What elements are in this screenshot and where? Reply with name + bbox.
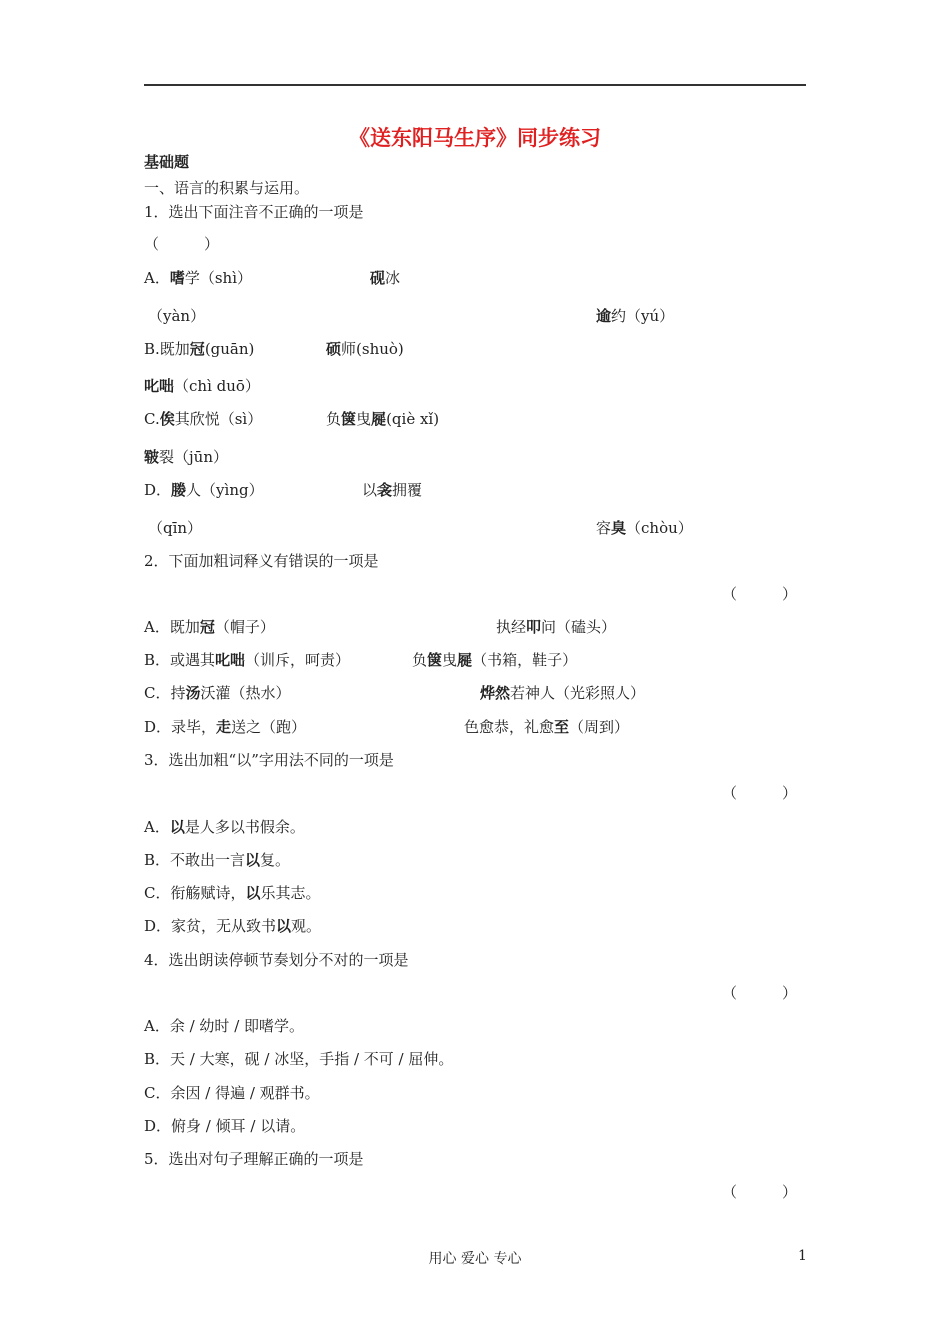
- q1-option-b3: 叱咄（chì duō）: [144, 377, 260, 395]
- header-rule: [144, 84, 806, 86]
- q1-option-b1: B.既加冠(guān): [144, 340, 255, 358]
- q1-answer-paren: （ ）: [144, 235, 220, 253]
- q2-option-b1: B．或遇其叱咄（训斥，呵责）: [144, 651, 351, 669]
- q4-option-d: D．俯身 / 倾耳 / 以请。: [144, 1117, 306, 1135]
- q2-option-c1: C．持汤沃灌（热水）: [144, 684, 291, 702]
- q2-option-a1: A．既加冠（帽子）: [144, 618, 275, 636]
- q2-option-d1: D．录毕，走送之（跑）: [144, 718, 307, 736]
- q1-option-d3: （qīn）: [148, 519, 203, 537]
- q1-option-a1: A．嗜学（shì）: [144, 269, 253, 287]
- part-heading: 一、语言的积累与运用。: [144, 179, 310, 197]
- q4-option-c: C．余因 / 得遍 / 观群书。: [144, 1084, 320, 1102]
- section-heading: 基础题: [144, 153, 190, 171]
- q1-option-a4: 逾约（yú）: [596, 307, 675, 325]
- q1-option-d2: 以衾拥覆: [362, 481, 423, 499]
- q1-option-b2: 硕师(shuò): [326, 340, 404, 358]
- q5-answer-paren: （ ）: [722, 1183, 798, 1201]
- q3-stem: 3．选出加粗“以”字用法不同的一项是: [144, 751, 394, 769]
- q5-stem: 5．选出对句子理解正确的一项是: [144, 1150, 364, 1168]
- q2-answer-paren: （ ）: [722, 585, 798, 603]
- q1-option-c2: 负箧曳屣(qiè xǐ): [326, 410, 440, 428]
- q2-option-a2: 执经叩问（磕头）: [496, 618, 617, 636]
- q3-option-a: A．以是人多以书假余。: [144, 818, 305, 836]
- q3-answer-paren: （ ）: [722, 784, 798, 802]
- q3-option-d: D．家贫，无从致书以观。: [144, 917, 322, 935]
- q3-option-b: B．不敢出一言以复。: [144, 851, 291, 869]
- q4-option-a: A．余 / 幼时 / 即嗜学。: [144, 1017, 305, 1035]
- q2-option-d2: 色愈恭，礼愈至（周到）: [464, 718, 630, 736]
- q4-option-b: B．天 / 大寒，砚 / 冰坚，手指 / 不可 / 屈伸。: [144, 1050, 454, 1068]
- q4-stem: 4．选出朗读停顿节奏划分不对的一项是: [144, 951, 409, 969]
- q2-option-b2: 负箧曳屣（书箱，鞋子）: [412, 651, 578, 669]
- q4-answer-paren: （ ）: [722, 984, 798, 1002]
- q1-option-d1: D．媵人（yìng）: [144, 481, 264, 499]
- q1-stem: 1．选出下面注音不正确的一项是: [144, 203, 364, 221]
- q1-option-a3: （yàn）: [148, 307, 206, 325]
- q1-option-c1: C.俟其欣悦（sì）: [144, 410, 263, 428]
- q3-option-c: C．衔觞赋诗，以乐其志。: [144, 884, 321, 902]
- page-number: 1: [798, 1248, 807, 1264]
- q2-option-c2: 烨然若神人（光彩照人）: [480, 684, 646, 702]
- q1-option-c3: 皲裂（jūn）: [144, 448, 228, 466]
- page-footer: 用心 爱心 专心: [428, 1251, 522, 1267]
- document-title: 《送东阳马生序》同步练习: [349, 126, 601, 150]
- q1-option-d4: 容臭（chòu）: [596, 519, 693, 537]
- q2-stem: 2．下面加粗词释义有错误的一项是: [144, 552, 379, 570]
- q1-option-a2: 砚冰: [370, 269, 401, 287]
